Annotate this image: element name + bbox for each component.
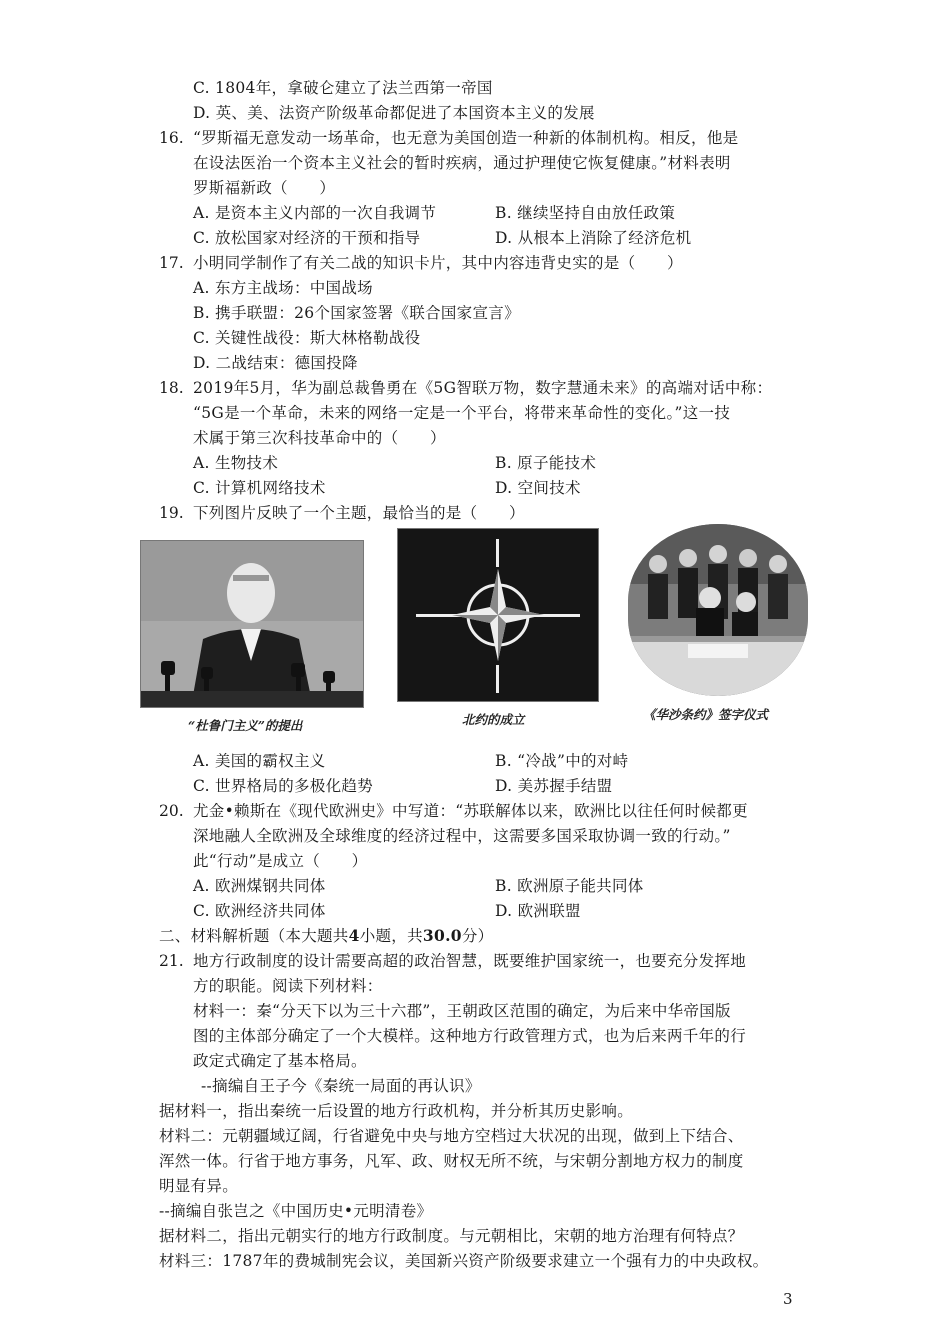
q16-option-c: C. 放松国家对经济的干预和指导: [193, 229, 421, 247]
section2-pre: 二、材料解析题（本大题共: [159, 927, 349, 945]
section2-score: 30.0: [422, 926, 462, 945]
q18-stem-line1: 2019年5月，华为副总裁鲁勇在《5G智联万物，数字慧通未来》的高端对话中称：: [193, 379, 773, 397]
q20-stem-line2: 深地融人全欧洲及全球维度的经济过程中，这需要多国采取协调一致的行动。”: [193, 827, 731, 845]
caption-nato: 北约的成立: [462, 712, 525, 727]
q19-option-b: B. “冷战”中的对峙: [495, 752, 629, 770]
q21-question1: 据材料一，指出秦统一后设置的地方行政机构，并分析其历史影响。: [159, 1102, 634, 1120]
q15-option-c: C. 1804年，拿破仑建立了法兰西第一帝国: [193, 79, 493, 97]
q21-source2: --摘编自张岂之《中国历史•元明清卷》: [159, 1202, 433, 1220]
q18-option-a: A. 生物技术: [193, 454, 279, 472]
q19-number: 19.: [159, 504, 184, 522]
q19-stem: 下列图片反映了一个主题，最恰当的是（ ）: [193, 504, 525, 522]
q20-option-b: B. 欧洲原子能共同体: [495, 877, 644, 895]
q21-source1: --摘编自王子今《秦统一局面的再认识》: [201, 1077, 481, 1095]
q21-line2: 方的职能。阅读下列材料：: [193, 977, 383, 995]
q21-question2: 据材料二，指出元朝实行的地方行政制度。与元朝相比，宋朝的地方治理有何特点？: [159, 1227, 744, 1245]
q21-material3-line1: 材料三：1787年的费城制宪会议，美国新兴资产阶级要求建立一个强有力的中央政权。: [159, 1252, 769, 1270]
section2-heading: [159, 926, 493, 946]
q17-number: 17.: [159, 254, 184, 272]
q20-option-d: D. 欧洲联盟: [495, 902, 581, 920]
caption-truman: “杜鲁门主义”的提出: [188, 718, 303, 733]
q21-material1-line3: 政定式确定了基本格局。: [193, 1052, 367, 1070]
q15-option-d: D. 英、美、法资产阶级革命都促进了本国资本主义的发展: [193, 104, 595, 122]
q21-number: 21.: [159, 952, 184, 970]
q21-material1-line1: 材料一：秦“分天下以为三十六郡”，王朝政区范围的确定，为后来中华帝国版: [193, 1002, 731, 1020]
q18-stem-line3: 术属于第三次科技革命中的（ ）: [193, 429, 446, 447]
q16-option-a: A. 是资本主义内部的一次自我调节: [193, 204, 437, 222]
q21-material1-line2: 图的主体部分确定了一个大模样。这种地方行政管理方式，也为后来两千年的行: [193, 1027, 747, 1045]
q18-number: 18.: [159, 379, 184, 397]
q17-stem: 小明同学制作了有关二战的知识卡片，其中内容违背史实的是（ ）: [193, 254, 683, 272]
q18-option-c: C. 计算机网络技术: [193, 479, 326, 497]
q18-option-d: D. 空间技术: [495, 479, 581, 497]
q19-option-c: C. 世界格局的多极化趋势: [193, 777, 374, 795]
q17-option-b: B. 携手联盟：26个国家签署《联合国家宣言》: [193, 304, 520, 322]
q20-option-a: A. 欧洲煤钢共同体: [193, 877, 326, 895]
page-number: 3: [783, 1290, 793, 1308]
q16-number: 16.: [159, 129, 184, 147]
q21-material2-line3: 明显有异。: [159, 1177, 239, 1195]
q20-stem-line3: 此“行动”是成立（ ）: [193, 852, 368, 870]
caption-warsaw: 《华沙条约》签字仪式: [643, 707, 769, 722]
q17-option-d: D. 二战结束：德国投降: [193, 354, 358, 372]
section2-count: 4: [348, 926, 360, 945]
section2-post: 分）: [461, 927, 494, 945]
q16-stem-line1: “罗斯福无意发动一场革命，也无意为美国创造一种新的体制机构。相反，他是: [193, 129, 739, 147]
q16-stem-line2: 在设法医治一个资本主义社会的暂时疾病，通过护理使它恢复健康。”材料表明: [193, 154, 731, 172]
q21-line1: 地方行政制度的设计需要高超的政治智慧，既要维护国家统一，也要充分发挥地: [193, 952, 747, 970]
q16-option-d: D. 从根本上消除了经济危机: [495, 229, 692, 247]
q18-option-b: B. 原子能技术: [495, 454, 597, 472]
q19-option-a: A. 美国的霸权主义: [193, 752, 326, 770]
warsaw-pact-photo: [628, 524, 808, 696]
q21-material2-line1: 材料二：元朝疆域辽阔，行省避免中央与地方空档过大状况的出现，做到上下结合、: [159, 1127, 744, 1145]
nato-flag-photo: [397, 528, 599, 702]
q16-option-b: B. 继续坚持自由放任政策: [495, 204, 676, 222]
truman-photo: [140, 540, 364, 708]
q16-stem-line3: 罗斯福新政（ ）: [193, 179, 336, 197]
q17-option-a: A. 东方主战场：中国战场: [193, 279, 373, 297]
q19-option-d: D. 美苏握手结盟: [495, 777, 613, 795]
q17-option-c: C. 关键性战役：斯大林格勒战役: [193, 329, 421, 347]
q21-material2-line2: 浑然一体。行省于地方事务，凡军、政、财权无所不统，与宋朝分割地方权力的制度: [159, 1152, 744, 1170]
section2-mid: 小题，共: [359, 927, 423, 945]
q20-option-c: C. 欧洲经济共同体: [193, 902, 326, 920]
q18-stem-line2: “5G是一个革命，未来的网络一定是一个平台，将带来革命性的变化。”这一技: [193, 404, 731, 422]
q20-number: 20.: [159, 802, 184, 820]
q20-stem-line1: 尤金•赖斯在《现代欧洲史》中写道：“苏联解体以来，欧洲比以往任何时候都更: [193, 802, 748, 820]
